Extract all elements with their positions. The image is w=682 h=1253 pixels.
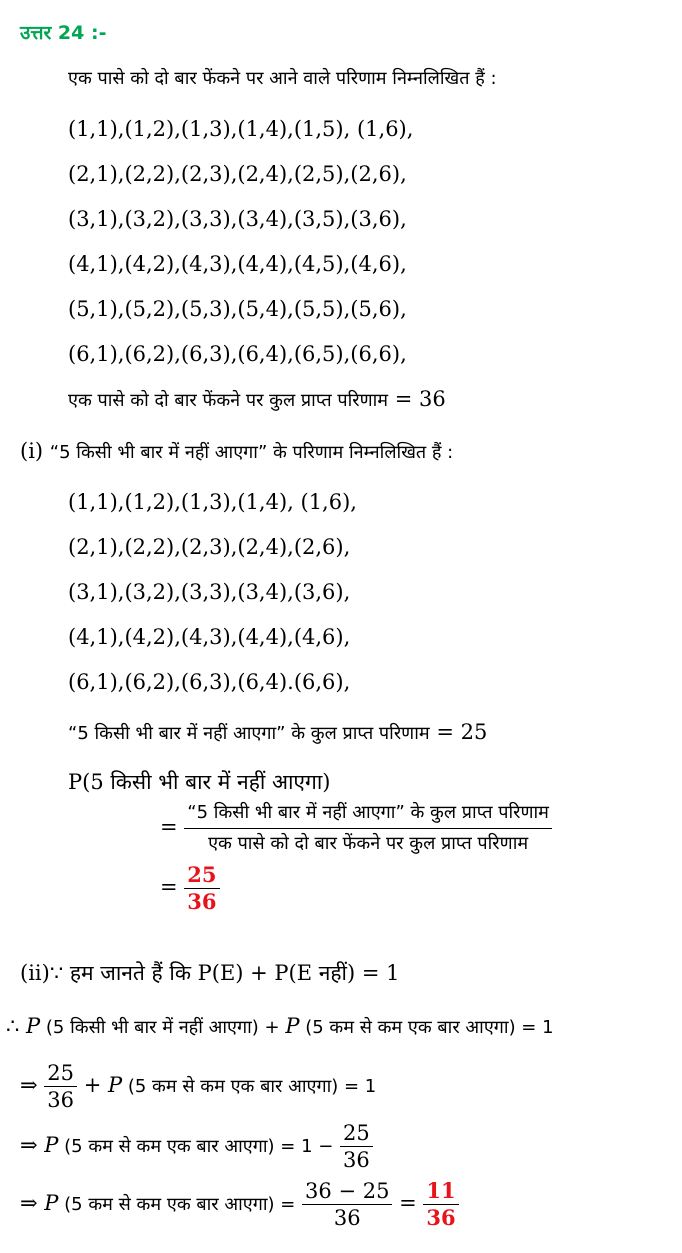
fraction-num: 36 − 25 — [302, 1178, 392, 1205]
implies-arrow: ⇒ — [20, 1073, 38, 1097]
p-symbol: P — [285, 1014, 300, 1038]
part-ii-line-5 — [20, 1178, 459, 1231]
part-i-intro-text: “5 किसी भी बार में नहीं आएगा” के परिणाम निम्नलिखित हैं : — [49, 442, 454, 463]
part-ii-line-1: (ii)∵ हम जानते हैं कि P(E) + P(E नहीं) = 1 — [20, 961, 400, 985]
part-i-fraction-den: एक पासे को दो बार फेंकने पर कुल प्राप्त परिणाम — [208, 833, 529, 854]
heading-label: उत्तर 24 — [20, 22, 85, 44]
part-i-fraction — [184, 798, 552, 859]
part-i-outcome-row-1: (1,1),(1,2),(1,3),(1,4), (1,6), — [68, 490, 357, 514]
fraction-num: 25 — [44, 1060, 77, 1087]
intro-text: एक पासे को दो बार फेंकने पर आने वाले परिणाम निम्नलिखित हैं : — [68, 68, 497, 89]
part-i-answer — [184, 862, 219, 915]
part-i-outcome-row-3: (3,1),(3,2),(3,3),(3,4),(3,6), — [68, 580, 351, 604]
implies-arrow: ⇒ — [20, 1191, 38, 1215]
part-i-count-text: “5 किसी भी बार में नहीं आएगा” के कुल प्राप्त परिणाम — [68, 723, 430, 744]
fraction-num: 25 — [340, 1120, 373, 1147]
part-ii-line-3 — [20, 1060, 376, 1113]
part-i-fraction-num: “5 किसी भी बार में नहीं आएगा” के कुल प्राप्त परिणाम — [184, 798, 552, 829]
fraction-den: 36 — [47, 1088, 75, 1112]
part-i-answer-den: 36 — [187, 889, 217, 914]
heading-suffix: :- — [84, 22, 107, 44]
part-i-count-line — [68, 719, 487, 747]
part-i-outcome-row-2: (2,1),(2,2),(2,3),(2,4),(2,6), — [68, 535, 351, 559]
part-i-answer-eq: = — [160, 875, 178, 899]
part-i-eq-sign: = — [160, 815, 178, 839]
part-ii-answer-den: 36 — [426, 1205, 456, 1230]
total-outcomes-value: = 36 — [394, 387, 446, 411]
total-outcomes-text: एक पासे को दो बार फेंकने पर कुल प्राप्त परिणाम — [68, 390, 389, 411]
part-i-count-value: = 25 — [436, 720, 488, 744]
fraction-25-36 — [44, 1060, 77, 1113]
part-ii-line-2-b: (5 कम से कम एक बार आएगा) = 1 — [299, 1017, 554, 1038]
fraction-den: 36 — [343, 1148, 370, 1172]
outcome-row-4: (4,1),(4,2),(4,3),(4,4),(4,5),(4,6), — [68, 252, 407, 276]
part-i-answer-line — [160, 862, 220, 915]
outcome-row-1: (1,1),(1,2),(1,3),(1,4),(1,5), (1,6), — [68, 117, 414, 141]
outcome-row-2: (2,1),(2,2),(2,3),(2,4),(2,5),(2,6), — [68, 162, 407, 186]
fraction-25-36-b — [340, 1120, 373, 1173]
outcome-row-3: (3,1),(3,2),(3,3),(3,4),(3,5),(3,6), — [68, 207, 407, 231]
part-ii-line-4-rest: (5 कम से कम एक बार आएगा) = 1 − — [58, 1136, 334, 1157]
eq-sign: = — [399, 1191, 417, 1215]
part-i-outcome-row-5: (6,1),(6,2),(6,3),(6,4).(6,6), — [68, 670, 351, 694]
p-symbol: P — [44, 1133, 59, 1157]
p-symbol: P — [44, 1191, 59, 1215]
implies-arrow: ⇒ — [20, 1133, 38, 1157]
fraction-den: 36 — [333, 1206, 361, 1230]
part-i-answer-num: 25 — [184, 862, 219, 889]
part-ii-line-2-a: (5 किसी भी बार में नहीं आएगा) + — [40, 1017, 286, 1038]
plus-sign: + — [83, 1073, 108, 1097]
part-ii-answer — [423, 1178, 458, 1231]
part-ii-answer-num: 11 — [423, 1178, 458, 1205]
outcome-row-6: (6,1),(6,2),(6,3),(6,4),(6,5),(6,6), — [68, 342, 407, 366]
part-ii-line-5-rest: (5 कम से कम एक बार आएगा) = — [58, 1194, 296, 1215]
p-symbol: P — [108, 1073, 123, 1097]
part-i-intro — [20, 438, 453, 466]
outcome-row-5: (5,1),(5,2),(5,3),(5,4),(5,5),(5,6), — [68, 297, 407, 321]
part-i-label: (i) — [20, 439, 44, 463]
therefore-symbol: ∴ — [6, 1014, 27, 1038]
fraction-36-minus-25 — [302, 1178, 392, 1231]
part-i-outcome-row-4: (4,1),(4,2),(4,3),(4,4),(4,6), — [68, 625, 351, 649]
p-symbol: P — [26, 1014, 41, 1038]
answer-heading — [20, 20, 106, 46]
part-i-prob-label: P(5 किसी भी बार में नहीं आएगा) — [68, 770, 331, 794]
total-outcomes-line — [68, 386, 446, 414]
part-i-fraction-line — [160, 798, 552, 859]
part-ii-line-4 — [20, 1120, 373, 1173]
part-ii-line-3-rest: (5 कम से कम एक बार आएगा) = 1 — [122, 1076, 377, 1097]
part-ii-line-2 — [6, 1013, 554, 1041]
